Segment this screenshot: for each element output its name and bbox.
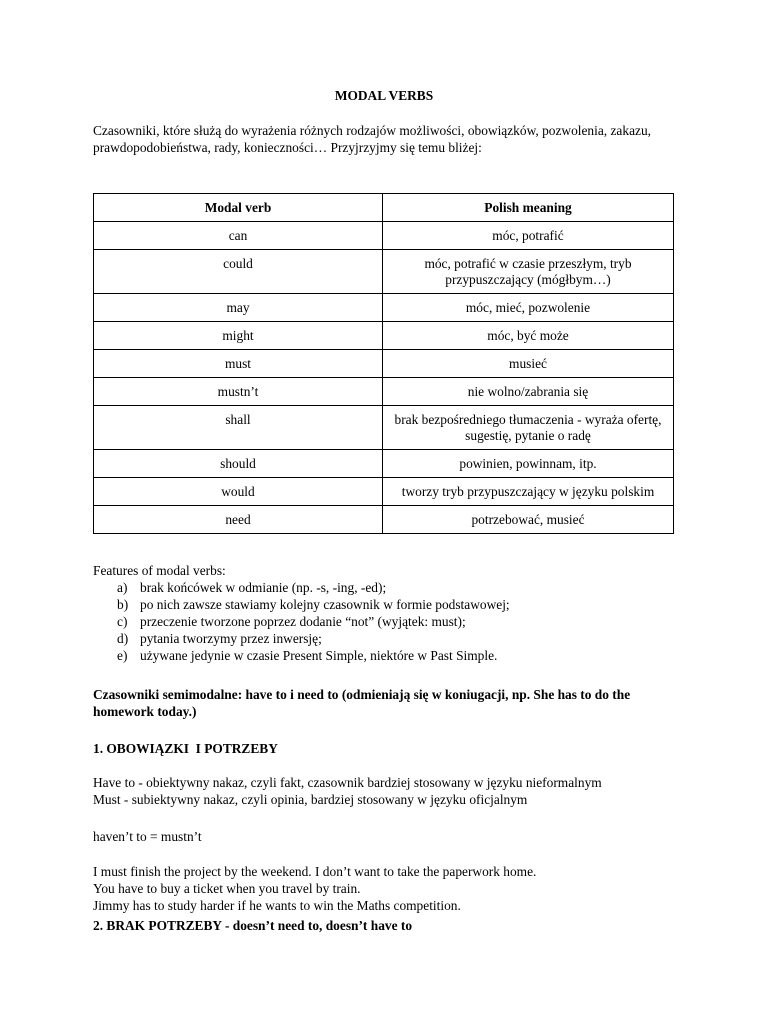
verb-cell: would	[94, 478, 383, 506]
meaning-cell: powinien, powinnam, itp.	[383, 450, 674, 478]
list-marker: b)	[117, 597, 129, 612]
features-heading: Features of modal verbs:	[93, 563, 226, 578]
section-2-heading: 2. BRAK POTRZEBY - doesn’t need to, doesn’t have to	[93, 918, 413, 933]
table-row	[94, 350, 674, 378]
verb-cell: could	[94, 250, 383, 294]
verb-cell: shall	[94, 406, 383, 450]
list-marker: e)	[117, 648, 128, 663]
equivalence-note: haven’t to = mustn’t	[93, 829, 202, 844]
example-sentence: I must finish the project by the weekend. I don’t want to take the paperwork home.	[93, 864, 537, 879]
definitions-block	[93, 774, 693, 808]
meaning-cell: potrzebować, musieć	[383, 506, 674, 534]
list-item-text: używane jedynie w czasie Present Simple, niektóre w Past Simple.	[140, 648, 498, 663]
verb-cell: need	[94, 506, 383, 534]
list-item	[117, 630, 693, 647]
meaning-cell: móc, mieć, pozwolenie	[383, 294, 674, 322]
table-row	[94, 378, 674, 406]
intro-paragraph: Czasowniki, które służą do wyrażenia różnych rodzajów możliwości, obowiązków, pozwolenia, zakazu, prawdopodobieństwa, rady, konieczności… Przyjrzyjmy się temu bliżej:	[93, 123, 651, 155]
list-item	[117, 596, 693, 613]
list-item-text: pytania tworzymy przez inwersję;	[140, 631, 322, 646]
verb-cell: must	[94, 350, 383, 378]
verb-cell: may	[94, 294, 383, 322]
table-header-row	[94, 194, 674, 222]
meaning-cell: móc, być może	[383, 322, 674, 350]
header-modal-verb: Modal verb	[94, 194, 383, 222]
table-row	[94, 450, 674, 478]
table-row	[94, 322, 674, 350]
verb-cell: might	[94, 322, 383, 350]
verb-cell: mustn’t	[94, 378, 383, 406]
examples-block	[93, 863, 693, 914]
table-row	[94, 294, 674, 322]
list-marker: d)	[117, 631, 129, 646]
list-item-text: brak końcówek w odmianie (np. -s, -ing, -ed);	[140, 580, 387, 595]
header-polish-meaning: Polish meaning	[383, 194, 674, 222]
list-marker: c)	[117, 614, 128, 629]
meaning-cell: musieć	[383, 350, 674, 378]
document-title: MODAL VERBS	[334, 88, 434, 103]
features-section	[93, 562, 693, 664]
semimodal-note: Czasowniki semimodalne: have to i need to (odmieniają się w koniugacji, np. She has to do the homework today.)	[93, 687, 631, 719]
verb-cell: can	[94, 222, 383, 250]
example-sentence: You have to buy a ticket when you travel by train.	[93, 881, 361, 896]
table-row	[94, 478, 674, 506]
modal-verbs-table	[93, 193, 674, 534]
features-list	[93, 579, 693, 664]
table-row	[94, 506, 674, 534]
list-item	[117, 647, 693, 664]
list-item-text: po nich zawsze stawiamy kolejny czasownik w formie podstawowej;	[140, 597, 510, 612]
definition-have-to: Have to - obiektywny nakaz, czyli fakt, czasownik bardziej stosowany w języku nieformalnym	[93, 775, 602, 790]
verb-cell: should	[94, 450, 383, 478]
meaning-cell: nie wolno/zabrania się	[383, 378, 674, 406]
meaning-cell: brak bezpośredniego tłumaczenia - wyraża ofertę, sugestię, pytanie o radę	[383, 406, 674, 450]
meaning-cell: tworzy tryb przypuszczający w języku polskim	[383, 478, 674, 506]
meaning-cell: móc, potrafić w czasie przeszłym, tryb przypuszczający (mógłbym…)	[383, 250, 674, 294]
table-row	[94, 406, 674, 450]
list-item	[117, 579, 693, 596]
list-item-text: przeczenie tworzone poprzez dodanie “not” (wyjątek: must);	[140, 614, 466, 629]
meaning-cell: móc, potrafić	[383, 222, 674, 250]
example-sentence: Jimmy has to study harder if he wants to win the Maths competition.	[93, 898, 461, 913]
list-item	[117, 613, 693, 630]
definition-must: Must - subiektywny nakaz, czyli opinia, bardziej stosowany w języku oficjalnym	[93, 792, 528, 807]
table-row	[94, 250, 674, 294]
table-row	[94, 222, 674, 250]
section-1-heading: 1. OBOWIĄZKI I POTRZEBY	[93, 741, 278, 756]
list-marker: a)	[117, 580, 128, 595]
